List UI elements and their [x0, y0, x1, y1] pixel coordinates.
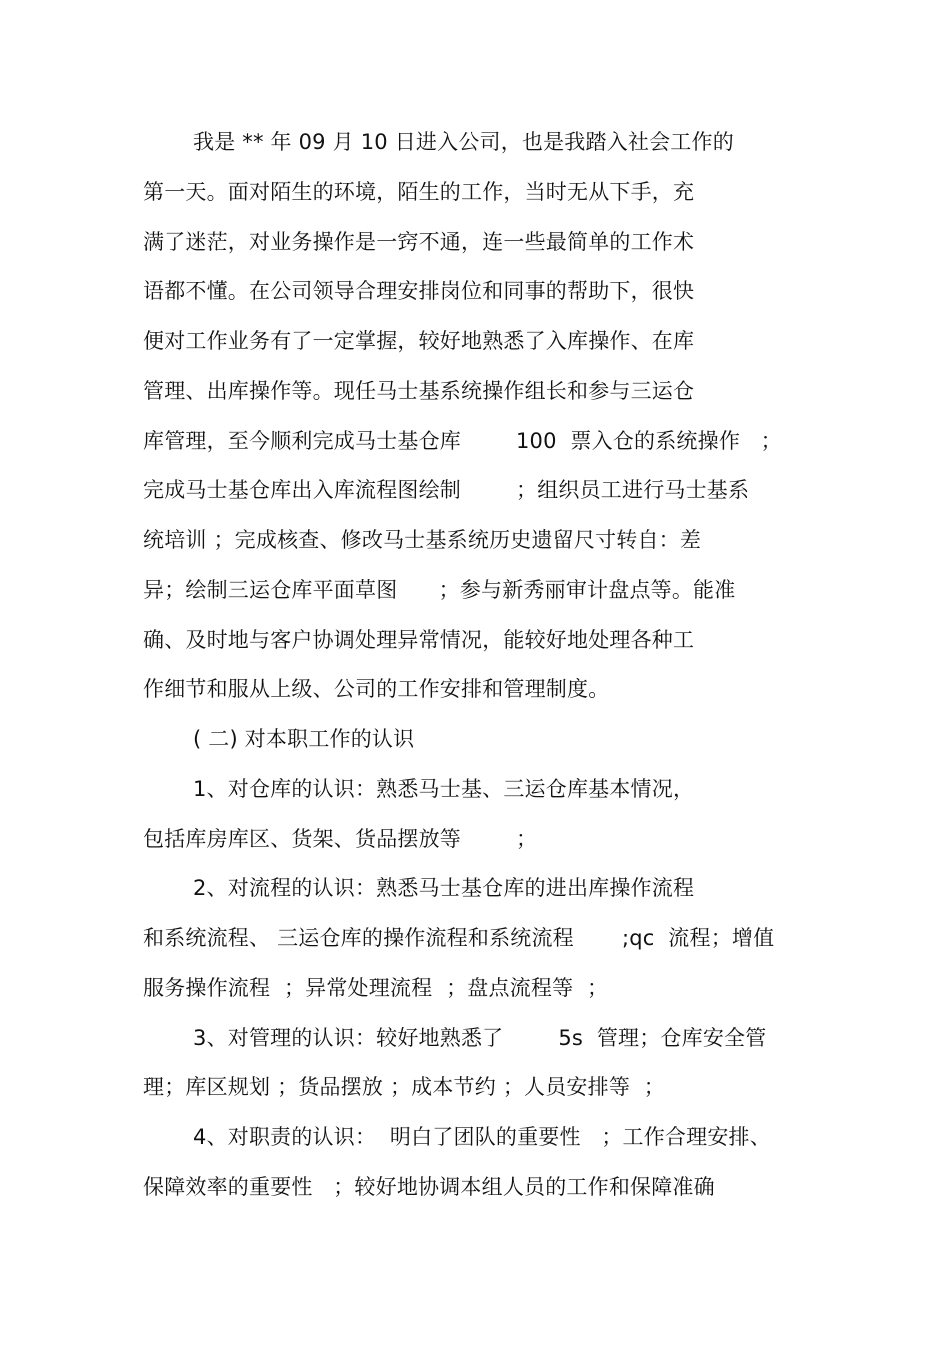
paragraph-line: 服务操作流程 ；异常处理流程 ；盘点流程等 ； [143, 976, 609, 1000]
paragraph-line: 4、对职责的认识： 明白了团队的重要性 ；工作合理安排、 [193, 1125, 771, 1149]
paragraph-line: 库管理，至今顺利完成马士基仓库 100 票入仓的系统操作 ； [143, 429, 782, 453]
paragraph-line: 3、对管理的认识：较好地熟悉了 5s 管理；仓库安全管 [193, 1026, 767, 1050]
paragraph-line: 2、对流程的认识：熟悉马士基仓库的进出库操作流程 [193, 876, 695, 900]
paragraph-line: 作细节和服从上级、公司的工作安排和管理制度。 [143, 677, 610, 701]
paragraph-line: 保障效率的重要性 ；较好地协调本组人员的工作和保障准确 [143, 1175, 715, 1199]
section-heading: ( 二) 对本职工作的认识 [193, 727, 415, 751]
paragraph-line: 统培训 ；完成核查、修改马士基系统历史遗留尺寸转自：差 [143, 528, 702, 552]
paragraph-line: 语都不懂。在公司领导合理安排岗位和同事的帮助下，很快 [143, 279, 695, 303]
paragraph-line: 1、对仓库的认识：熟悉马士基、三运仓库基本情况， [193, 777, 695, 801]
paragraph-line: 便对工作业务有了一定掌握，较好地熟悉了入库操作、在库 [143, 329, 695, 353]
paragraph-line: 管理、出库操作等。现任马士基系统操作组长和参与三运仓 [143, 379, 695, 403]
paragraph-line: 包括库房库区、货架、货品摆放等 ； [143, 827, 538, 851]
paragraph-line: 和系统流程、 三运仓库的操作流程和系统流程 ;qc 流程；增值 [143, 926, 775, 950]
paragraph-line: 我是 ** 年 09 月 10 日进入公司，也是我踏入社会工作的 [193, 130, 734, 154]
paragraph-line: 理；库区规划 ；货品摆放 ；成本节约 ；人员安排等 ； [143, 1075, 665, 1099]
paragraph-line: 满了迷茫，对业务操作是一窍不通，连一些最简单的工作术 [143, 230, 695, 254]
paragraph-line: 异；绘制三运仓库平面草图 ；参与新秀丽审计盘点等。能准 [143, 578, 736, 602]
paragraph-line: 第一天。面对陌生的环境，陌生的工作，当时无从下手，充 [143, 180, 695, 204]
paragraph-line: 确、及时地与客户协调处理异常情况，能较好地处理各种工 [143, 628, 695, 652]
paragraph-line: 完成马士基仓库出入库流程图绘制 ；组织员工进行马士基系 [143, 478, 750, 502]
